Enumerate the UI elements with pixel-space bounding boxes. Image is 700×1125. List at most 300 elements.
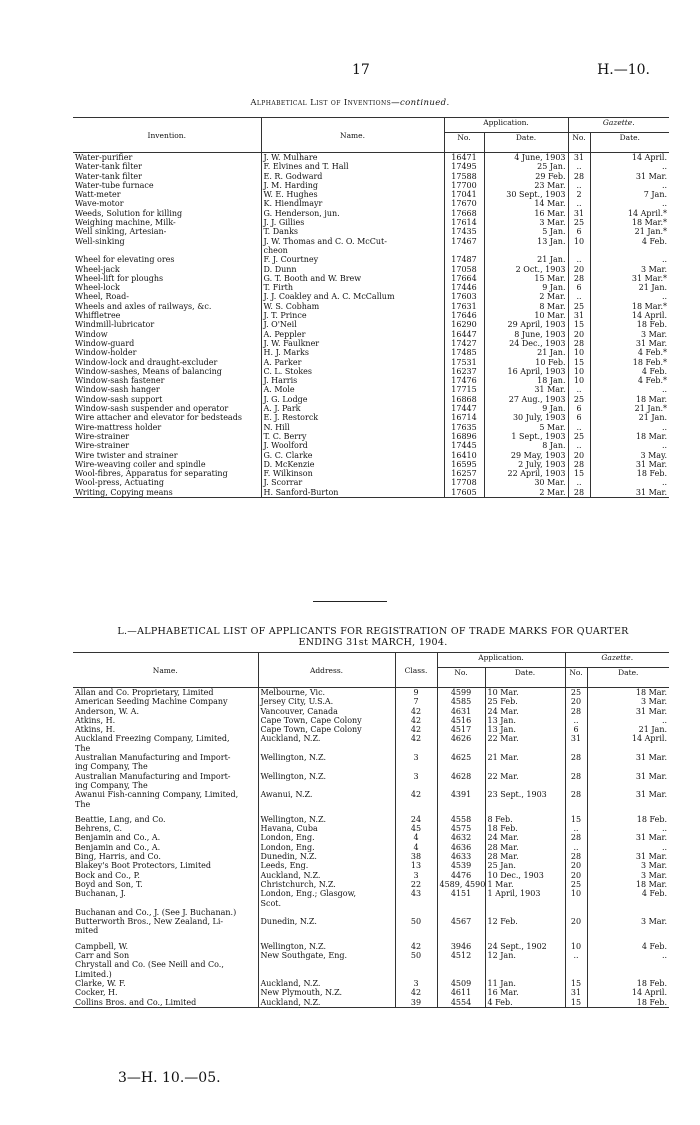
- address-cell: Wellington, N.Z.: [258, 753, 395, 762]
- app-date-cell: 4 Feb.: [485, 998, 565, 1008]
- app-no-cell: 17427: [444, 339, 484, 348]
- invention-cell: Water-purifier: [75, 153, 133, 162]
- gaz-no-cell: [565, 800, 587, 809]
- app-date-cell: 30 Mar.: [484, 478, 568, 487]
- name-cell: J. O'Neil: [261, 320, 444, 329]
- gaz-no-cell: [565, 960, 587, 969]
- address-cell: [258, 744, 395, 753]
- address-cell: Christchurch, N.Z.: [258, 880, 395, 889]
- gaz-no-cell: 28: [568, 172, 590, 181]
- gaz-date-cell: 3 May.: [590, 451, 669, 460]
- name-cell: J. W. Thomas and C. O. McCut-: [261, 237, 444, 246]
- gaz-no-cell: 28: [565, 753, 587, 762]
- gaz-date-cell: 31 Mar.: [587, 753, 669, 762]
- table-row: [73, 871, 669, 880]
- invention-cell: Whiffletree: [75, 311, 121, 321]
- app-date-cell: 22 Mar.: [485, 734, 565, 743]
- app-date-cell: 28 Mar.: [485, 843, 565, 852]
- app-date-cell: 31 Mar.: [484, 385, 568, 394]
- name-cell: F. Wilkinson: [261, 469, 444, 478]
- table-row: [73, 734, 669, 743]
- app-date-cell: 16 Mar.: [484, 209, 568, 218]
- app-date-cell: 18 Feb.: [485, 824, 565, 833]
- gaz-no-cell: 31: [568, 153, 590, 163]
- table-row: [73, 762, 669, 771]
- gaz-no-cell: ..: [565, 951, 587, 960]
- app-date-cell: 12 Feb.: [485, 917, 565, 926]
- app-date-cell: 24 Mar.: [485, 707, 565, 716]
- table-row: [73, 800, 669, 809]
- gaz-no-cell: 25: [568, 432, 590, 441]
- table-row: [73, 725, 669, 734]
- app-date-cell: 25 Feb.: [485, 697, 565, 706]
- gaz-date-cell: 4 Feb.: [590, 367, 669, 376]
- col-invention: Invention.: [73, 118, 261, 153]
- gaz-no-cell: 10: [565, 942, 587, 951]
- address-cell: Havana, Cuba: [258, 824, 395, 833]
- col-name: Name.: [261, 118, 444, 153]
- applicant-name-cell: Behrens, C.: [75, 824, 123, 834]
- table-row: [73, 330, 669, 339]
- gaz-date-cell: [587, 762, 669, 771]
- gaz-date-cell: 4 Feb.*: [590, 376, 669, 385]
- class-cell: 22: [395, 880, 437, 889]
- address-cell: Dunedin, N.Z.: [258, 852, 395, 861]
- table-row: [73, 861, 669, 870]
- col-tm-gaz-date: Date.: [587, 668, 669, 688]
- app-no-cell: 17495: [444, 162, 484, 171]
- invention-cell: Water-tank filter: [75, 162, 142, 172]
- app-date-cell: [485, 762, 565, 771]
- class-cell: 3: [395, 753, 437, 762]
- gaz-date-cell: 31 Mar.: [590, 488, 669, 498]
- invention-cell: Window-sash support: [75, 394, 163, 404]
- gaz-no-cell: 20: [565, 697, 587, 706]
- app-date-cell: 10 Feb.: [484, 358, 568, 367]
- class-cell: 4: [395, 833, 437, 842]
- table-row: [73, 852, 669, 861]
- app-date-cell: 4 June, 1903: [484, 153, 568, 163]
- invention-cell: Well-sinking: [75, 236, 125, 246]
- gaz-no-cell: 28: [565, 707, 587, 716]
- gaz-date-cell: 3 Mar.: [587, 861, 669, 870]
- class-cell: 24: [395, 815, 437, 824]
- address-cell: [258, 908, 395, 917]
- col-tm-app-date: Date.: [485, 668, 565, 688]
- table-row: [73, 404, 669, 413]
- app-no-cell: 17708: [444, 478, 484, 487]
- section1-title: [0, 98, 700, 108]
- app-date-cell: 24 Dec., 1903: [484, 339, 568, 348]
- table-row: [73, 979, 669, 988]
- invention-cell: Wheel, Road-: [75, 292, 129, 302]
- app-no-cell: 4509: [437, 979, 485, 988]
- app-date-cell: 10 Dec., 1903: [485, 871, 565, 880]
- app-date-cell: 9 Jan.: [484, 404, 568, 413]
- invention-cell: Wheel for elevating ores: [75, 255, 175, 265]
- section1-title-caps: Alphabetical List of Inventions: [250, 98, 392, 108]
- app-date-cell: 12 Jan.: [485, 951, 565, 960]
- name-cell: H. Sanford-Burton: [261, 488, 444, 498]
- app-date-cell: 13 Jan.: [485, 725, 565, 734]
- page-number: 17: [352, 62, 370, 78]
- gaz-date-cell: ..: [590, 162, 669, 171]
- app-no-cell: 17447: [444, 404, 484, 413]
- invention-cell: Wool-fibres, Apparatus for separating: [75, 469, 228, 479]
- app-date-cell: 13 Jan.: [484, 237, 568, 246]
- gaz-date-cell: 31 Mar.: [590, 339, 669, 348]
- table-row: [73, 488, 669, 498]
- name-cell: J. W. Mulhare: [261, 153, 444, 163]
- applicant-name-cell: Cocker, H.: [75, 988, 118, 998]
- gaz-no-cell: 28: [565, 852, 587, 861]
- gaz-date-cell: ..: [587, 824, 669, 833]
- gaz-date-cell: 3 Mar.: [590, 265, 669, 274]
- app-no-cell: [437, 762, 485, 771]
- gaz-no-cell: ..: [568, 441, 590, 450]
- gaz-date-cell: 21 Jan.*: [590, 227, 669, 236]
- applicant-name-cell: Blakey's Boot Protectors, Limited: [75, 861, 212, 871]
- applicant-name-cell: Australian Manufacturing and Import-: [75, 753, 231, 763]
- name-cell: G. T. Booth and W. Brew: [261, 274, 444, 283]
- gaz-date-cell: 21 Jan.: [590, 413, 669, 422]
- gaz-date-cell: 18 Feb.: [590, 320, 669, 329]
- table-row: [73, 469, 669, 478]
- invention-cell: Window-sashes, Means of balancing: [75, 366, 222, 376]
- invention-cell: Wire-strainer: [75, 431, 130, 441]
- class-cell: 42: [395, 734, 437, 743]
- app-no-cell: 17700: [444, 181, 484, 190]
- gaz-date-cell: 18 Mar.: [587, 688, 669, 698]
- app-date-cell: 5 Mar.: [484, 423, 568, 432]
- app-date-cell: 23 Mar.: [484, 181, 568, 190]
- gaz-no-cell: 20: [565, 861, 587, 870]
- invention-cell: Window-lock and draught-excluder: [75, 357, 218, 367]
- table-row: [73, 744, 669, 753]
- invention-cell: Wire-strainer: [75, 441, 130, 451]
- address-cell: [258, 926, 395, 935]
- app-no-cell: 17485: [444, 348, 484, 357]
- app-date-cell: 8 Jan.: [484, 441, 568, 450]
- gaz-date-cell: 4 Feb.: [587, 942, 669, 951]
- app-date-cell: 27 Aug., 1903: [484, 395, 568, 404]
- gaz-no-cell: 28: [568, 460, 590, 469]
- gaz-date-cell: 3 Mar.: [587, 697, 669, 706]
- app-no-cell: 3946: [437, 942, 485, 951]
- gaz-date-cell: 18 Feb.: [587, 998, 669, 1008]
- app-no-cell: 17531: [444, 358, 484, 367]
- name-cell: G. Henderson, jun.: [261, 209, 444, 218]
- gaz-no-cell: 25: [568, 302, 590, 311]
- gaz-no-cell: 10: [568, 237, 590, 246]
- table-row: [73, 376, 669, 385]
- gaz-no-cell: ..: [565, 824, 587, 833]
- gaz-date-cell: 14 April.: [590, 153, 669, 163]
- applicant-name-cell: Auckland Freezing Company, Limited,: [75, 734, 230, 744]
- gaz-no-cell: 15: [568, 469, 590, 478]
- app-no-cell: 17646: [444, 311, 484, 320]
- app-no-cell: 4391: [437, 790, 485, 799]
- name-cell: cheon: [261, 246, 444, 255]
- name-cell: A. J. Park: [261, 404, 444, 413]
- gaz-no-cell: 20: [565, 917, 587, 926]
- table-row: [73, 432, 669, 441]
- gaz-date-cell: 21 Jan.: [590, 283, 669, 292]
- class-cell: [395, 926, 437, 935]
- app-no-cell: [437, 970, 485, 979]
- gaz-date-cell: 14 April.: [590, 311, 669, 320]
- class-cell: 38: [395, 852, 437, 861]
- class-cell: 50: [395, 951, 437, 960]
- col-tm-name: Name.: [73, 653, 258, 688]
- app-no-cell: 4151: [437, 889, 485, 898]
- gaz-no-cell: 15: [568, 320, 590, 329]
- invention-cell: Window-holder: [75, 348, 137, 358]
- gaz-date-cell: 18 Feb.: [587, 815, 669, 824]
- gaz-date-cell: [587, 800, 669, 809]
- app-date-cell: 8 Feb.: [485, 815, 565, 824]
- gaz-no-cell: 28: [568, 488, 590, 498]
- gaz-no-cell: 10: [568, 367, 590, 376]
- footer-code: 3—H. 10.—05.: [118, 1070, 221, 1086]
- gaz-no-cell: 10: [568, 376, 590, 385]
- table-row: [73, 951, 669, 960]
- gaz-date-cell: [587, 744, 669, 753]
- invention-cell: Wire-weaving coiler and spindle: [75, 459, 206, 469]
- address-cell: [258, 800, 395, 809]
- app-no-cell: [437, 744, 485, 753]
- app-date-cell: 2 Mar.: [484, 292, 568, 301]
- table-row: [73, 478, 669, 487]
- table-row: [73, 385, 669, 394]
- app-date-cell: 16 Mar.: [485, 988, 565, 997]
- gaz-date-cell: 21 Jan.: [587, 725, 669, 734]
- app-no-cell: 17605: [444, 488, 484, 498]
- table-row: [73, 423, 669, 432]
- table-row: [73, 833, 669, 842]
- app-date-cell: 21 Jan.: [484, 255, 568, 264]
- app-no-cell: 4554: [437, 998, 485, 1008]
- table-row: [73, 899, 669, 908]
- trade-marks-table: [73, 652, 669, 1008]
- col-tm-app-no: No.: [437, 668, 485, 688]
- gaz-no-cell: 31: [568, 209, 590, 218]
- app-date-cell: 25 Jan.: [484, 162, 568, 171]
- table-row: [73, 790, 669, 799]
- app-no-cell: 16257: [444, 469, 484, 478]
- address-cell: Scot.: [258, 899, 395, 908]
- name-cell: J. G. Lodge: [261, 395, 444, 404]
- app-date-cell: 2 July, 1903: [484, 460, 568, 469]
- app-no-cell: 16290: [444, 320, 484, 329]
- table-row: [73, 320, 669, 329]
- gaz-date-cell: ..: [590, 255, 669, 264]
- address-cell: [258, 781, 395, 790]
- app-no-cell: 4636: [437, 843, 485, 852]
- table-row: [73, 302, 669, 311]
- app-no-cell: 4631: [437, 707, 485, 716]
- app-date-cell: 21 Jan.: [484, 348, 568, 357]
- gaz-no-cell: [565, 762, 587, 771]
- app-no-cell: [437, 926, 485, 935]
- app-no-cell: [437, 960, 485, 969]
- gaz-date-cell: ..: [590, 181, 669, 190]
- app-no-cell: [437, 899, 485, 908]
- name-cell: E. R. Godward: [261, 172, 444, 181]
- app-date-cell: 16 April, 1903: [484, 367, 568, 376]
- app-no-cell: 17614: [444, 218, 484, 227]
- gaz-no-cell: 10: [568, 348, 590, 357]
- gaz-date-cell: [587, 899, 669, 908]
- app-date-cell: 2 Mar.: [484, 488, 568, 498]
- gaz-no-cell: ..: [568, 478, 590, 487]
- applicant-name-cell: ing Company, The: [75, 780, 148, 790]
- table-row: [73, 460, 669, 469]
- app-date-cell: [484, 246, 568, 255]
- col-tm-gazette: Gazette.: [565, 653, 669, 668]
- gaz-date-cell: ..: [587, 843, 669, 852]
- address-cell: New Plymouth, N.Z.: [258, 988, 395, 997]
- table-row: [73, 441, 669, 450]
- applicant-name-cell: Chrystall and Co. (See Neill and Co.,: [75, 960, 224, 970]
- gaz-date-cell: [590, 246, 669, 255]
- applicant-name-cell: The: [75, 799, 91, 809]
- gaz-date-cell: 18 Mar.: [590, 395, 669, 404]
- address-cell: Leeds, Eng.: [258, 861, 395, 870]
- address-cell: Auckland, N.Z.: [258, 734, 395, 743]
- gaz-date-cell: 14 April.: [587, 734, 669, 743]
- app-no-cell: 4558: [437, 815, 485, 824]
- table-row: [73, 815, 669, 824]
- address-cell: Cape Town, Cape Colony: [258, 716, 395, 725]
- gaz-no-cell: 15: [565, 979, 587, 988]
- gaz-no-cell: 6: [568, 404, 590, 413]
- app-date-cell: 9 Jan.: [484, 283, 568, 292]
- app-no-cell: 4476: [437, 871, 485, 880]
- app-no-cell: [444, 246, 484, 255]
- class-cell: 42: [395, 942, 437, 951]
- address-cell: Jersey City, U.S.A.: [258, 697, 395, 706]
- name-cell: E. J. Restorck: [261, 413, 444, 422]
- gaz-date-cell: 4 Feb.: [587, 889, 669, 898]
- app-no-cell: 4516: [437, 716, 485, 725]
- gaz-no-cell: 6: [568, 227, 590, 236]
- gaz-no-cell: [568, 246, 590, 255]
- table-row: [73, 781, 669, 790]
- name-cell: A. Parker: [261, 358, 444, 367]
- name-cell: T. C. Berry: [261, 432, 444, 441]
- name-cell: T. Firth: [261, 283, 444, 292]
- app-no-cell: 4585: [437, 697, 485, 706]
- table-row: [73, 172, 669, 181]
- applicant-name-cell: Bock and Co., P.: [75, 870, 140, 880]
- table-row: [73, 153, 669, 163]
- invention-cell: Window-sash hanger: [75, 385, 160, 395]
- applicant-name-cell: Awanui Fish-canning Company, Limited,: [75, 790, 239, 800]
- app-no-cell: 17446: [444, 283, 484, 292]
- app-no-cell: 4633: [437, 852, 485, 861]
- gaz-no-cell: 6: [565, 725, 587, 734]
- gaz-date-cell: 18 Mar.*: [590, 302, 669, 311]
- section1-title-suffix: —continued.: [391, 98, 450, 108]
- invention-cell: Wool-press, Actuating: [75, 478, 164, 488]
- name-cell: N. Hill: [261, 423, 444, 432]
- col-app-date: Date.: [484, 133, 568, 153]
- app-no-cell: 17435: [444, 227, 484, 236]
- col-application: Application.: [444, 118, 568, 133]
- applicant-name-cell: ing Company, The: [75, 762, 148, 772]
- table-row: [73, 218, 669, 227]
- app-no-cell: 17058: [444, 265, 484, 274]
- invention-cell: Wire-mattress holder: [75, 422, 162, 432]
- applicant-name-cell: Buchanan and Co., J. (See J. Buchanan.): [75, 907, 237, 917]
- app-date-cell: 1 Sept., 1903: [484, 432, 568, 441]
- address-cell: Vancouver, Canada: [258, 707, 395, 716]
- gaz-date-cell: 18 Feb.*: [590, 358, 669, 367]
- applicant-name-cell: [73, 899, 258, 908]
- class-cell: 13: [395, 861, 437, 870]
- col-gazette: Gazette.: [568, 118, 669, 133]
- gaz-no-cell: 15: [568, 358, 590, 367]
- inventions-body: [73, 153, 669, 498]
- gaz-no-cell: 2: [568, 190, 590, 199]
- invention-cell: Weighing machine, Milk-: [75, 218, 176, 228]
- table-row: [73, 292, 669, 301]
- invention-cell: Wheel-lift for ploughs: [75, 273, 164, 283]
- app-date-cell: [485, 800, 565, 809]
- gaz-date-cell: 31 Mar.: [587, 790, 669, 799]
- gaz-no-cell: 31: [565, 988, 587, 997]
- invention-cell: Window-sash suspender and operator: [75, 404, 229, 414]
- invention-cell: Wheel-lock: [75, 283, 120, 293]
- class-cell: 39: [395, 998, 437, 1008]
- table-row: [73, 716, 669, 725]
- gaz-date-cell: 4 Feb.*: [590, 348, 669, 357]
- gaz-date-cell: [587, 908, 669, 917]
- address-cell: Wellington, N.Z.: [258, 942, 395, 951]
- app-no-cell: 16410: [444, 451, 484, 460]
- gaz-date-cell: 14 April.: [587, 988, 669, 997]
- class-cell: 9: [395, 688, 437, 698]
- gaz-no-cell: [565, 970, 587, 979]
- gaz-date-cell: ..: [587, 716, 669, 725]
- applicant-name-cell: Limited.): [75, 969, 112, 979]
- table-row: [73, 395, 669, 404]
- class-cell: 42: [395, 716, 437, 725]
- gaz-date-cell: 31 Mar.: [587, 833, 669, 842]
- table-row: [73, 843, 669, 852]
- gaz-no-cell: 28: [565, 833, 587, 842]
- gaz-date-cell: ..: [590, 292, 669, 301]
- class-cell: 3: [395, 871, 437, 880]
- gaz-no-cell: ..: [565, 716, 587, 725]
- app-date-cell: 22 April, 1903: [484, 469, 568, 478]
- gaz-no-cell: 6: [568, 283, 590, 292]
- address-cell: Auckland, N.Z.: [258, 871, 395, 880]
- name-cell: J. T. Prince: [261, 311, 444, 320]
- table-row: [73, 998, 669, 1008]
- app-date-cell: 14 Mar.: [484, 199, 568, 208]
- table-row: [73, 190, 669, 199]
- table-row: [73, 697, 669, 706]
- app-date-cell: 24 Mar.: [485, 833, 565, 842]
- inventions-table: [73, 117, 669, 498]
- table-row: [73, 265, 669, 274]
- gaz-date-cell: [587, 970, 669, 979]
- app-date-cell: [485, 744, 565, 753]
- app-date-cell: 22 Mar.: [485, 772, 565, 781]
- app-no-cell: 17664: [444, 274, 484, 283]
